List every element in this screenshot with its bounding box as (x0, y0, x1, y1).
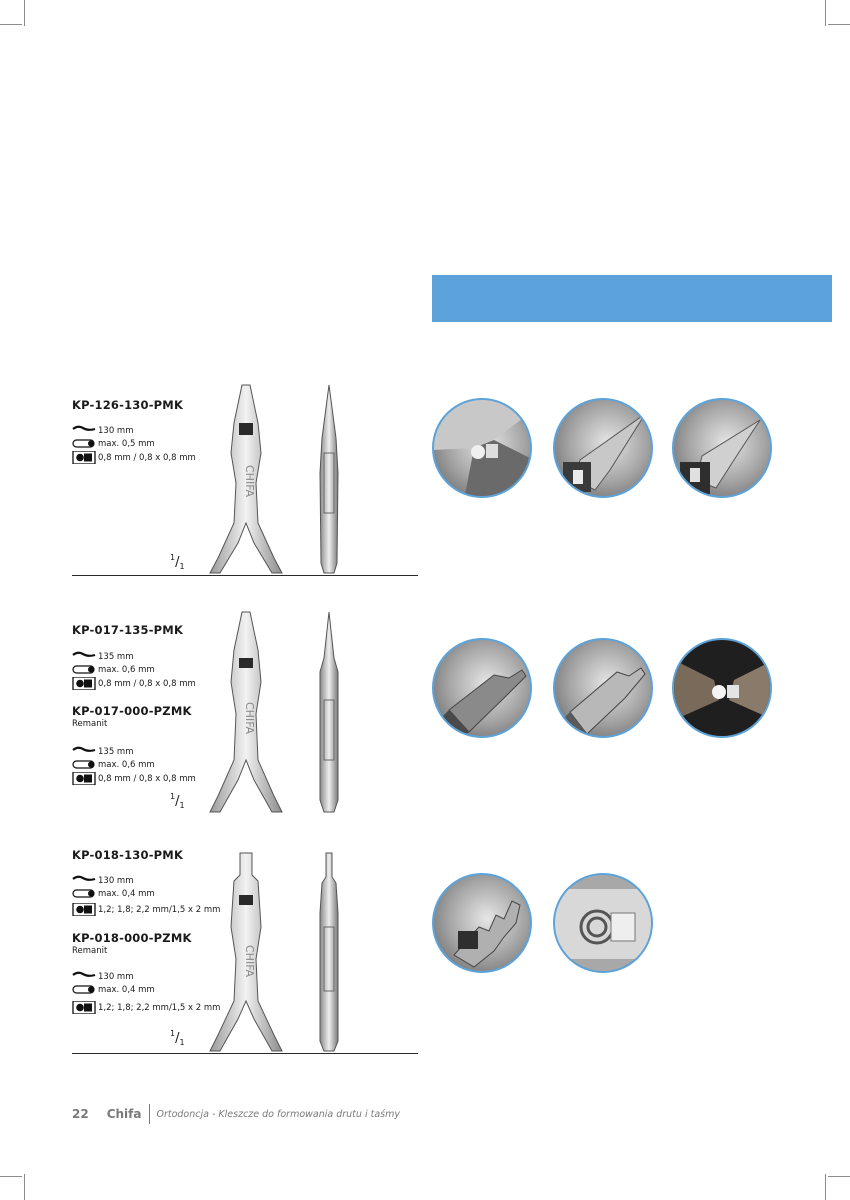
divider-rule (72, 575, 418, 576)
page-footer (72, 1104, 400, 1124)
detail-photo (432, 873, 532, 973)
spec-length: 135 mm (72, 744, 134, 759)
crop-mark (825, 1174, 826, 1200)
wire-max-icon (72, 758, 96, 771)
spec-length: 135 mm (72, 649, 134, 664)
product-block (72, 395, 418, 585)
wire-max-icon (72, 437, 96, 450)
material-label: Remanit (72, 719, 108, 729)
plier-side-photo (312, 610, 346, 814)
plier-side-photo (312, 851, 346, 1053)
plier-front-photo (206, 851, 286, 1053)
spec-wire-max: max. 0,6 mm (72, 662, 155, 677)
crop-mark (24, 0, 25, 26)
wire-profile-icon (72, 772, 96, 785)
wire-max-icon (72, 983, 96, 996)
spec-wire-max: max. 0,6 mm (72, 757, 155, 772)
scale-ratio: $^1/_1$ (170, 1029, 185, 1047)
detail-photo (432, 638, 532, 738)
page-number: 22 (72, 1107, 89, 1121)
detail-photo (672, 638, 772, 738)
spec-wire-profile: 1,2; 1,8; 2,2 mm/1,5 x 2 mm (72, 902, 220, 917)
product-block (72, 845, 418, 1055)
detail-photo (553, 638, 653, 738)
svg-text:CHIFA: CHIFA (243, 465, 256, 498)
crop-mark (0, 1176, 22, 1177)
spec-wire-max: max. 0,5 mm (72, 436, 155, 451)
svg-text:CHIFA: CHIFA (243, 945, 256, 978)
detail-photo (553, 873, 653, 973)
product-block (72, 620, 418, 816)
wire-profile-icon (72, 1001, 96, 1014)
crop-mark (828, 1176, 850, 1177)
wire-max-icon (72, 887, 96, 900)
wire-profile-icon (72, 677, 96, 690)
material-label: Remanit (72, 946, 108, 956)
spec-wire-profile: 1,2; 1,8; 2,2 mm/1,5 x 2 mm (72, 1000, 220, 1015)
plier-front-photo (206, 610, 286, 814)
footer-separator (149, 1104, 150, 1124)
spec-wire-max: max. 0,4 mm (72, 982, 155, 997)
product-code: KP-018-130-PMK (72, 848, 184, 862)
spec-length: 130 mm (72, 873, 134, 888)
plier-front-photo (206, 383, 286, 575)
wire-max-icon (72, 663, 96, 676)
footer-title: Ortodoncja - Kleszcze do formowania drutu i taśmy (156, 1108, 400, 1120)
footer-brand: Chifa (106, 1107, 142, 1121)
wire-profile-icon (72, 451, 96, 464)
spec-wire-max: max. 0,4 mm (72, 886, 155, 901)
detail-photo (672, 398, 772, 498)
product-code: KP-126-130-PMK (72, 398, 184, 412)
product-code: KP-018-000-PZMK (72, 931, 192, 945)
spec-wire-profile: 0,8 mm / 0,8 x 0,8 mm (72, 676, 196, 691)
detail-photo (432, 398, 532, 498)
crop-mark (825, 0, 826, 26)
wire-profile-icon (72, 903, 96, 916)
scale-ratio: $^1/_1$ (170, 553, 185, 571)
spec-length: 130 mm (72, 969, 134, 984)
product-code: KP-017-000-PZMK (72, 704, 192, 718)
crop-mark (828, 24, 850, 25)
plier-side-photo (312, 383, 346, 575)
section-header-banner (432, 275, 832, 322)
crop-mark (0, 24, 22, 25)
detail-photo (553, 398, 653, 498)
crop-mark (24, 1174, 25, 1200)
spec-length: 130 mm (72, 423, 134, 438)
spec-wire-profile: 0,8 mm / 0,8 x 0,8 mm (72, 450, 196, 465)
scale-ratio: $^1/_1$ (170, 792, 185, 810)
spec-wire-profile: 0,8 mm / 0,8 x 0,8 mm (72, 771, 196, 786)
svg-text:CHIFA: CHIFA (243, 702, 256, 735)
product-code: KP-017-135-PMK (72, 623, 184, 637)
divider-rule (72, 1053, 418, 1054)
